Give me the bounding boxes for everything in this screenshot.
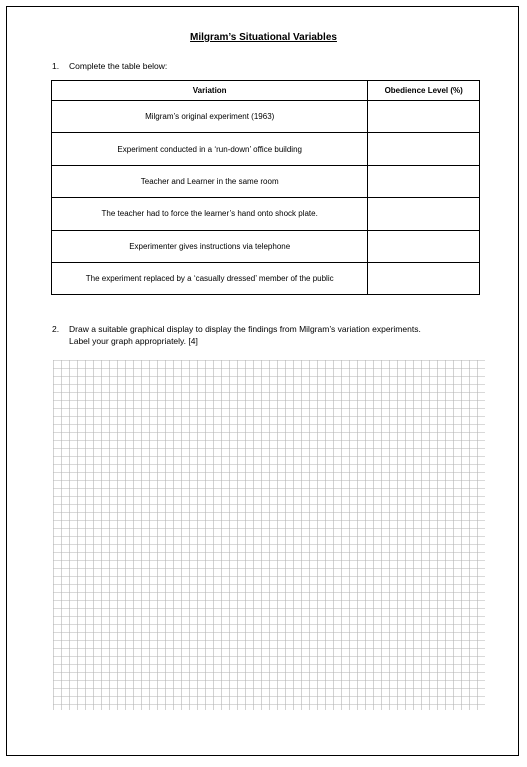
- obedience-cell[interactable]: [368, 198, 480, 230]
- variation-cell: The teacher had to force the learner’s hand onto shock plate.: [52, 198, 368, 230]
- variation-cell: Experiment conducted in a ‘run-down’ office building: [52, 133, 368, 165]
- question-2-text: [69, 323, 489, 347]
- header-variation: Variation: [52, 81, 368, 101]
- question-2-line-2: Label your graph appropriately. [4]: [69, 336, 198, 346]
- question-2-number: 2.: [52, 324, 60, 334]
- obedience-cell[interactable]: [368, 230, 480, 262]
- obedience-cell[interactable]: [368, 165, 480, 197]
- table-row: [52, 198, 480, 230]
- variation-cell: Milgram’s original experiment (1963): [52, 101, 368, 133]
- graph-paper-grid[interactable]: [53, 360, 485, 710]
- table-row: [52, 262, 480, 294]
- obedience-cell[interactable]: [368, 133, 480, 165]
- table-row: [52, 165, 480, 197]
- table-row: [52, 133, 480, 165]
- variation-cell: Teacher and Learner in the same room: [52, 165, 368, 197]
- header-obedience-level: Obedience Level (%): [368, 81, 480, 101]
- variation-cell: Experimenter gives instructions via telephone: [52, 230, 368, 262]
- question-1-text: Complete the table below:: [69, 61, 168, 71]
- table-header-row: [52, 81, 480, 101]
- question-2-line-1: Draw a suitable graphical display to display the findings from Milgram’s variation experiments.: [69, 324, 421, 334]
- table-row: [52, 230, 480, 262]
- obedience-cell[interactable]: [368, 262, 480, 294]
- worksheet-title: Milgram’s Situational Variables: [190, 32, 337, 43]
- obedience-cell[interactable]: [368, 101, 480, 133]
- question-1-number: 1.: [52, 61, 60, 71]
- variation-cell: The experiment replaced by a ‘casually dressed’ member of the public: [52, 262, 368, 294]
- table-row: [52, 101, 480, 133]
- variations-table: [51, 80, 480, 295]
